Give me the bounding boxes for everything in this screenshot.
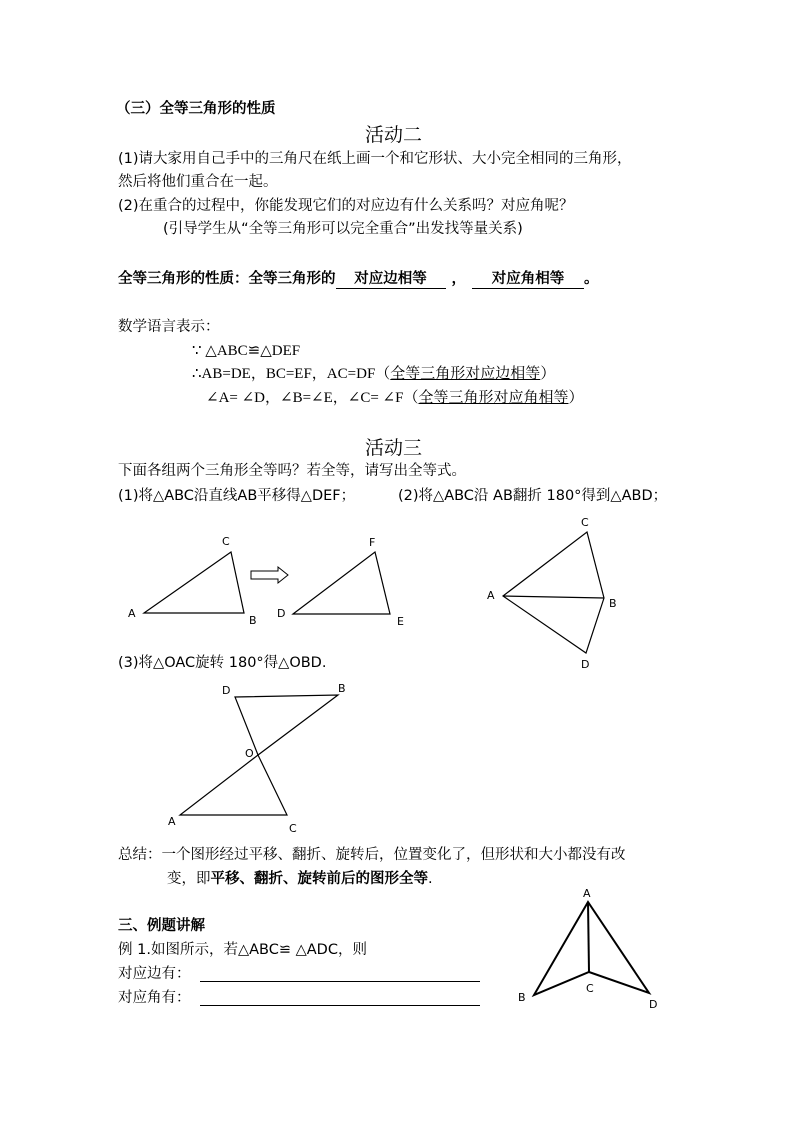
corresponding-angles-answer-line[interactable] xyxy=(200,1005,480,1006)
kite-outline xyxy=(503,532,604,653)
fig4-label-d: D xyxy=(649,998,658,1011)
fig3-label-a: A xyxy=(168,815,176,828)
property-prefix: 全等三角形的性质：全等三角形的 xyxy=(118,271,336,287)
math-line-3-reason: 全等三角形对应角相等 xyxy=(418,390,569,406)
activity-three-question-2: (2)将△ABC沿 AB翻折 180°得到△ABD； xyxy=(398,488,668,504)
figure-example xyxy=(518,887,657,1011)
fig3-label-d: D xyxy=(222,684,231,697)
activity-three-question-3: (3)将△OAC旋转 180°得△OBD. xyxy=(118,655,327,671)
example-segment-ac xyxy=(588,902,589,972)
math-language-title: 数学语言表示： xyxy=(118,319,220,335)
fig1-label-d: D xyxy=(277,607,286,620)
figure-translation xyxy=(128,535,404,628)
figure-rotation xyxy=(168,682,346,835)
corresponding-angles-label: 对应角有： xyxy=(118,990,191,1006)
corresponding-sides-label: 对应边有： xyxy=(118,966,191,982)
summary-line-2-suffix: . xyxy=(428,871,433,887)
activity-two-question-1-line-2: 然后将他们重合在一起。 xyxy=(118,174,278,190)
translation-arrow xyxy=(251,567,288,583)
summary-line-2 xyxy=(167,870,433,888)
property-period: 。 xyxy=(584,271,599,287)
fig2-label-d: D xyxy=(581,658,590,671)
fig1-label-f: F xyxy=(369,536,376,549)
triangle-abc xyxy=(144,552,244,613)
math-line-2-prefix: ∴AB=DE，BC=EF，AC=DF（ xyxy=(192,366,391,382)
fig4-label-c: C xyxy=(586,982,594,995)
math-line-2-suffix: ） xyxy=(540,366,556,382)
fig2-label-b: B xyxy=(609,597,617,610)
fig1-label-c: C xyxy=(222,535,230,548)
activity-three-intro: 下面各组两个三角形全等吗？若全等，请写出全等式。 xyxy=(118,463,466,479)
fig4-label-a: A xyxy=(583,887,591,900)
figure-reflection xyxy=(487,516,617,671)
fig3-label-c: C xyxy=(289,822,297,835)
fig1-label-b: B xyxy=(249,614,257,627)
math-language-line-1: ∵ △ABC≌△DEF xyxy=(192,343,301,359)
fig1-label-a: A xyxy=(128,607,136,620)
property-blank-sides: 对应边相等 xyxy=(336,270,446,289)
summary-line-1: 总结：一个图形经过平移、翻折、旋转后，位置变化了，但形状和大小都没有改 xyxy=(118,847,626,863)
math-line-2-reason: 全等三角形对应边相等 xyxy=(390,366,541,382)
summary-line-2-prefix: 变，即 xyxy=(167,871,211,887)
triangle-def xyxy=(293,552,390,614)
summary-line-2-bold: 平移、翻折、旋转前后的图形全等 xyxy=(210,871,428,887)
math-line-3-suffix: ） xyxy=(568,390,584,406)
activity-two-heading: 活动二 xyxy=(365,124,423,146)
fig4-label-b: B xyxy=(518,991,526,1004)
property-blank-angles: 对应角相等 xyxy=(472,270,584,289)
activity-two-question-2: (2)在重合的过程中，你能发现它们的对应边有什么关系吗？对应角呢？ xyxy=(118,198,574,214)
activity-three-heading: 活动三 xyxy=(365,437,423,459)
property-comma: ， xyxy=(451,271,466,287)
triangle-obd xyxy=(235,695,338,755)
activity-two-question-1-line-1: (1)请大家用自己手中的三角尺在纸上画一个和它形状、大小完全相同的三角形， xyxy=(118,151,632,167)
activity-two-guide: (引导学生从“全等三角形可以完全重合”出发找等量关系) xyxy=(163,221,523,237)
example-1-statement: 例 1.如图所示，若△ABC≌ △ADC，则 xyxy=(118,942,367,958)
section-title: （三）全等三角形的性质 xyxy=(116,101,276,117)
corresponding-sides-answer-line[interactable] xyxy=(200,981,480,982)
example-section-title: 三、例题讲解 xyxy=(118,918,205,934)
fig3-label-b: B xyxy=(338,682,346,695)
fig1-label-e: E xyxy=(397,615,404,628)
math-line-3-prefix: ∠A= ∠D，∠B=∠E，∠C= ∠F（ xyxy=(206,390,419,406)
activity-three-question-1: (1)将△ABC沿直线AB平移得△DEF； xyxy=(118,488,356,504)
fig2-label-a: A xyxy=(487,589,495,602)
kite-axis-ab xyxy=(503,596,604,598)
triangle-oac xyxy=(180,755,287,815)
fig3-label-o: O xyxy=(245,747,254,760)
fig2-label-c: C xyxy=(581,516,589,529)
